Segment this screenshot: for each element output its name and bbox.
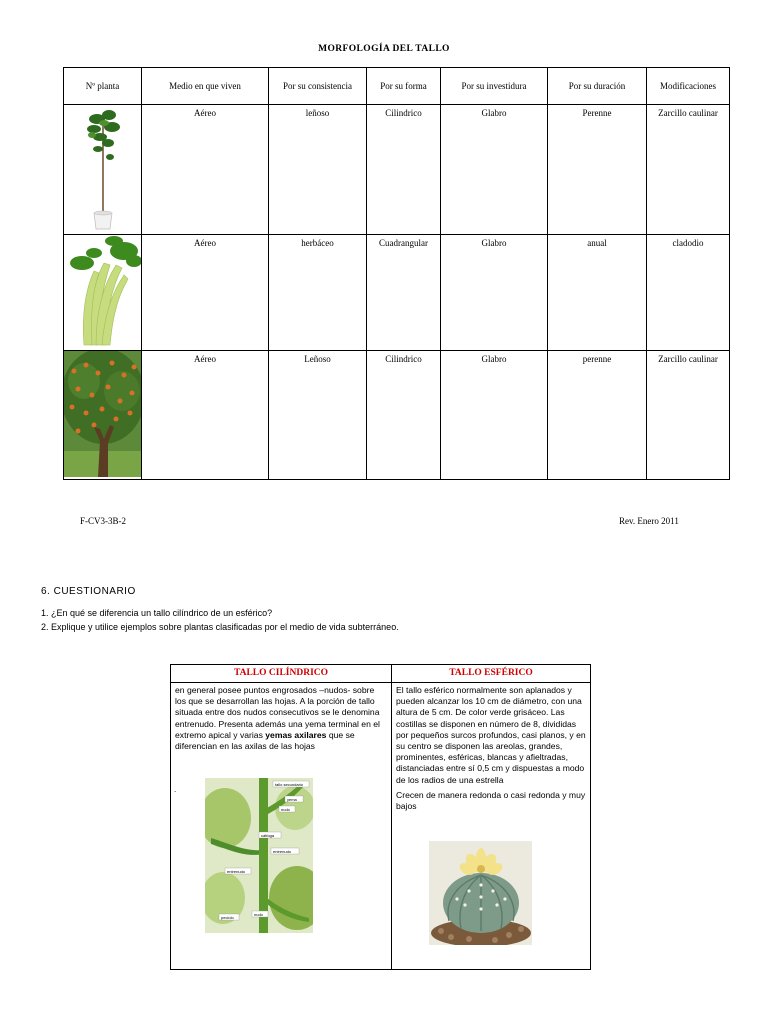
diagram-label: entrenudo: [227, 869, 246, 874]
header-investidura: Por su investidura: [441, 68, 548, 105]
spherical-stem-column: [392, 665, 590, 969]
cell-modificaciones: Zarcillo caulinar: [647, 105, 730, 235]
cell-duracion: anual: [548, 235, 647, 351]
plant-image-cell: [64, 351, 142, 480]
diagram-label: yema: [287, 797, 297, 802]
cell-forma: Cilindrico: [367, 105, 441, 235]
cell-modificaciones: Zarcillo caulinar: [647, 351, 730, 480]
cell-medio: Aéreo: [142, 235, 269, 351]
fruit-tree-image: [64, 351, 142, 477]
plant-image-cell: [64, 105, 142, 235]
diagram-label: tallo secundario: [275, 782, 304, 787]
table-row: [64, 351, 730, 480]
document-title: MORFOLOGÍA DEL TALLO: [318, 44, 450, 54]
diagram-label: entrenudo: [273, 849, 292, 854]
stray-mark: .: [174, 785, 177, 794]
cell-investidura: Glabro: [441, 235, 548, 351]
cylindrical-text-part: que se diferencian en las axilas de las hojas: [175, 729, 355, 752]
cell-forma: Cilindrico: [367, 351, 441, 480]
header-forma: Por su forma: [367, 68, 441, 105]
cylindrical-stem-text: [171, 683, 391, 752]
cell-duracion: Perenne: [548, 105, 647, 235]
diagram-label: peciolo: [221, 915, 234, 920]
stem-morphology-table: [63, 67, 730, 480]
cell-medio: Aéreo: [142, 105, 269, 235]
table-header-row: [64, 68, 730, 105]
stem-diagram-image: [205, 778, 313, 933]
celery-image: [64, 235, 142, 348]
header-medio: Medio en que viven: [142, 68, 269, 105]
cell-medio: Aéreo: [142, 351, 269, 480]
header-duracion: Por su duración: [548, 68, 647, 105]
cuestionario-title: 6. CUESTIONARIO: [41, 586, 136, 597]
table-row: [64, 105, 730, 235]
diagram-label: nudo: [254, 912, 263, 917]
header-consistencia: Por su consistencia: [269, 68, 367, 105]
header-plant-number: Nº planta: [64, 68, 142, 105]
cell-investidura: Glabro: [441, 105, 548, 235]
spherical-stem-text: El tallo esférico normalmente son aplanados y pueden alcanzar los 10 cm de diámetro, con una altura de 5 cm. De color verde grisáceo. Las costillas se disponen en número de 8, divididas por pequeños surcos profundos, casi planos, y en su centro se disponen las areolas, grandes, prominentes, esféricas, blancas y afieltradas, distanciadas entre sí 0,5 cm y dispuestas a modo de los radios de una estrella: [396, 685, 586, 785]
cylindrical-text-part: en general posee puntos engrosados –nudos- sobre los que se desarrollan las hojas. A la porción de tallo situada entre dos nudos consecutivos se le denomina entrenudo. Presenta además una yema terminal en el extremo apical y varias: [175, 685, 380, 740]
diagram-label: cátfoga: [261, 833, 275, 838]
cell-forma: Cuadrangular: [367, 235, 441, 351]
plant-image-cell: [64, 235, 142, 351]
diagram-label: nudo: [281, 807, 290, 812]
cell-modificaciones: cladodio: [647, 235, 730, 351]
revision-date: Rev. Enero 2011: [619, 516, 679, 526]
question-1: 1. ¿En qué se diferencia un tallo cilíndrico de un esférico?: [41, 608, 273, 618]
spherical-stem-heading: TALLO ESFÉRICO: [392, 665, 590, 683]
answers-table: [170, 664, 591, 970]
cell-consistencia: herbáceo: [269, 235, 367, 351]
cell-consistencia: Leñoso: [269, 351, 367, 480]
question-2: 2. Explique y utilice ejemplos sobre plantas clasificadas por el medio de vida subterráneo.: [41, 622, 399, 632]
form-code: F-CV3-3B-2: [80, 516, 127, 526]
table-row: [64, 235, 730, 351]
cell-consistencia: leñoso: [269, 105, 367, 235]
cell-investidura: Glabro: [441, 351, 548, 480]
cylindrical-stem-column: [171, 665, 392, 969]
cactus-image: [429, 841, 532, 945]
cylindrical-stem-heading: TALLO CILÍNDRICO: [171, 665, 391, 683]
header-modificaciones: Modificaciones: [647, 68, 730, 105]
cylindrical-text-bold: yemas axilares: [265, 729, 327, 740]
spherical-stem-text-2: Crecen de manera redonda o casi redonda y muy bajos: [396, 789, 586, 812]
potted-tree-image: [64, 105, 142, 232]
cell-duracion: perenne: [548, 351, 647, 480]
